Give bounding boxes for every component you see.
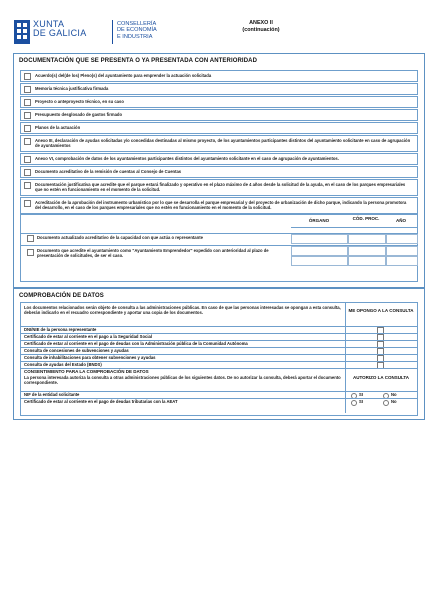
dept-line-1: CONSELLERÍA (117, 21, 157, 27)
no-label: No (391, 392, 397, 397)
document-header (14, 18, 426, 48)
authorize-header: AUTORIZO LA CONSULTA (352, 375, 410, 380)
logo-line-2: DE GALICIA (33, 28, 87, 38)
previous-docs-table (20, 214, 418, 282)
ano-input[interactable] (386, 234, 418, 244)
doc-item-label: Presupuesto desglosado de gastos firmado (35, 112, 123, 117)
logo-wordmark (33, 20, 87, 38)
table-divider (345, 303, 346, 413)
doc-item (20, 135, 418, 152)
dept-line-3: E INDUSTRIA (117, 33, 153, 40)
organo-input[interactable] (291, 234, 348, 244)
doc-item-checkbox[interactable] (27, 235, 34, 242)
doc-item (20, 197, 418, 214)
doc-item-checkbox[interactable] (24, 73, 31, 80)
no-label: No (391, 399, 397, 404)
col-header-organo: ÓRGANO (308, 218, 330, 223)
cod-proc-input[interactable] (348, 256, 386, 266)
yes-label: SI (359, 399, 363, 404)
authorize-item-label: Certificado de estar al corriente en el pago de deudas tributarias con la AEAT (24, 399, 178, 404)
doc-item-checkbox[interactable] (24, 200, 31, 207)
col-header-cod-proc: CÓD. PROC. (352, 216, 380, 221)
data-verification-section (13, 288, 425, 420)
organo-input[interactable] (291, 246, 348, 256)
doc-item-checkbox[interactable] (24, 138, 31, 145)
oppose-header: ME OPONGO A LA CONSULTA (348, 308, 414, 313)
annex-title: ANEXO II (249, 20, 273, 26)
oppose-item-label: DNI/NIE de la persona representante (24, 327, 97, 332)
verification-table (20, 302, 418, 416)
doc-item-checkbox[interactable] (24, 156, 31, 163)
doc-item-checkbox[interactable] (24, 99, 31, 106)
doc-item (20, 153, 418, 165)
doc-item-checkbox[interactable] (27, 249, 34, 256)
verification-intro: Los documentos relacionados serán objeto de consulta a las administraciones públicas. En caso de que las personas interesadas se opongan a esta consulta, deberán indicarlo en el recuadro correspondiente y aportar una copia de los documentos. (24, 305, 341, 316)
table-divider (21, 391, 417, 392)
dept-line-2: DE ECONOMÍA (117, 27, 157, 34)
doc-item-label: Anexo VI, comprobación de datos de los ayuntamientos participantes distintos del ayuntamiento solicitante en el caso de agrupación de ayuntamientos. (35, 156, 339, 161)
cod-proc-input[interactable] (348, 246, 386, 256)
doc-item-checkbox[interactable] (24, 86, 31, 93)
col-header-ano: AÑO (396, 218, 406, 223)
cod-proc-input[interactable] (348, 234, 386, 244)
doc-item (20, 122, 418, 134)
doc-item-label: Documento acreditativo de la remisión de cuentas al Consejo de Cuentas (35, 169, 182, 174)
doc-item-label: Acuerdo(s) del(de los) Pleno(s) del ayuntamiento para emprender la actuación solicitada (35, 73, 212, 78)
oppose-item-label: Consulta de ayudas del Estado (BNDS) (24, 362, 102, 367)
doc-item (20, 96, 418, 108)
annex-subtitle: (continuación) (242, 27, 280, 33)
department-name (117, 21, 157, 40)
documentation-section (13, 53, 425, 288)
doc-item-label: Acreditación de la aprobación del instrumento urbanístico por lo que se desarrolla el parque empresarial y del proyecto de urbanización de dicho parque, indicando la persona promotora del desarrollo, en el caso de los parques empresariales que no estén en funcionamiento en el momento de la solicitud. (35, 200, 407, 211)
logo-line-1: XUNTA (33, 19, 65, 29)
doc-item-label: Planos de la actuación (35, 125, 81, 130)
organo-input[interactable] (291, 256, 348, 266)
doc-item-label: Proyecto o anteproyecto técnico, en su caso (35, 99, 124, 104)
data-verification-title: COMPROBACIÓN DE DATOS (19, 293, 104, 299)
doc-item (20, 179, 418, 196)
consent-text: La persona interesada autoriza la consulta a otras administraciones públicas de los siguientes datos. De no autorizar la consulta, deberá aportar el documento correspondiente. (24, 375, 341, 386)
ano-input[interactable] (386, 246, 418, 256)
annex-heading (226, 20, 296, 34)
doc-item-checkbox[interactable] (24, 169, 31, 176)
doc-item-label: Memoria técnica justificativa firmada (35, 86, 109, 91)
doc-item-checkbox[interactable] (24, 182, 31, 189)
doc-item-label: Anexo III, declaración de ayudas solicitadas y/o concedidas destinadas al mismo proyecto, de los ayuntamientos participantes distintos del ayuntamiento solicitante en caso de agrupación de ayuntamientos (35, 138, 411, 149)
oppose-item-label: Certificado de estar al corriente en el pago de deudas con la Administración pública de la Comunidad Autónoma (24, 341, 248, 346)
extra-doc-label: Documento que acredite el ayuntamiento como "Ayuntamiento Emprendedor" expedido con anterioridad al plazo de presentación de solicitudes, de ser el caso. (37, 248, 269, 259)
doc-item (20, 109, 418, 121)
table-divider (291, 227, 417, 228)
authorize-item-label: NIF de la entidad solicitante (24, 392, 80, 397)
doc-item-checkbox[interactable] (24, 125, 31, 132)
consent-title: CONSENTIMIENTO PARA LA COMPROBACIÓN DE DATOS (24, 369, 149, 374)
doc-item (20, 83, 418, 95)
authorize-yes-radio[interactable] (351, 400, 357, 406)
extra-doc-label: Documento actualizado acreditativo de la capacidad con que actúa o representante (37, 235, 203, 240)
logo-divider (112, 20, 113, 44)
oppose-item-label: Consulta de concesiones de subvenciones y ayudas (24, 348, 129, 353)
oppose-item-label: Certificado de estar al corriente en el pago a la Seguridad Social (24, 334, 152, 339)
doc-item (20, 166, 418, 178)
doc-item-checkbox[interactable] (24, 112, 31, 119)
xunta-logo-icon (14, 20, 30, 44)
authorize-no-radio[interactable] (383, 400, 389, 406)
documentation-section-title: DOCUMENTACIÓN QUE SE PRESENTA O YA PRESENTADA CON ANTERIORIDAD (19, 58, 257, 64)
doc-item (20, 70, 418, 82)
doc-item-label: Documentación justificativa que acredite que el parque estará finalizado y operativo en el plazo máximo de 4 años desde la solicitud de la ayuda, en el caso de los parques empresariales que no estén en funcionamiento en el momento de la solicitud. (35, 182, 406, 193)
ano-input[interactable] (386, 256, 418, 266)
yes-label: SI (359, 392, 363, 397)
oppose-item-label: Consulta de inhabilitaciones para obtener subvenciones y ayudas (24, 355, 156, 360)
